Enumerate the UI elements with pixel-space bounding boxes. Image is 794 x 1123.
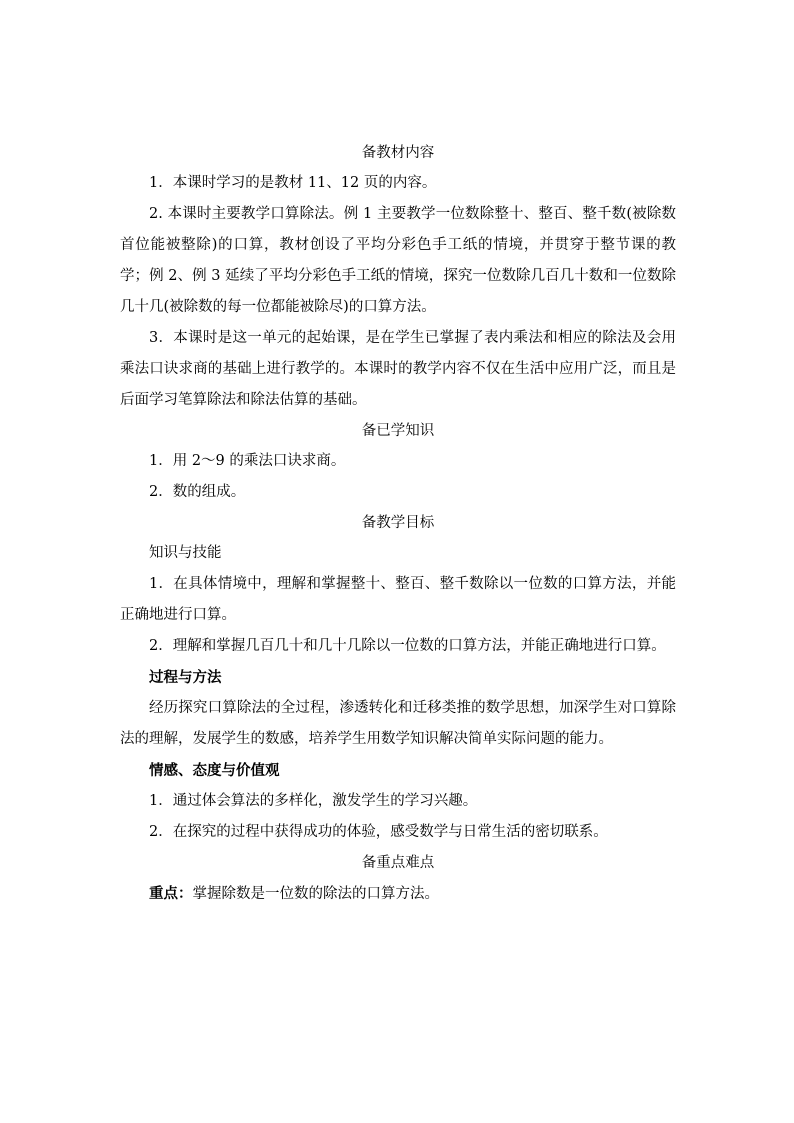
prior-item-1: 1．用 2～9 的乘法口诀求商。	[149, 453, 346, 469]
keypoints-focus-line	[120, 878, 676, 910]
section-title-prior: 备已学知识	[361, 423, 435, 439]
goals-attitude-item-2: 2．在探究的过程中获得成功的体验，感受数学与日常生活的密切联系。	[149, 824, 608, 840]
section-title-materials: 备教材内容	[361, 145, 435, 161]
materials-item-1: 1．本课时学习的是教材 11、12 页的内容。	[149, 175, 437, 191]
section-title-goals: 备教学目标	[361, 515, 435, 531]
materials-item-2: 2. 本课时主要教学口算除法。例 1 主要教学一位数除整十、整百、整千数(被除数首位能被整除)的口算，教材创设了平均分彩色手工纸的情境，并贯穿于整节课的教学；例 2、例 3 延续了平均分彩色手工纸的情境，探究一位数除几百几十数和一位数除几十几(被除数的每一位都能被除尽)的口算方法。	[120, 206, 676, 315]
materials-item-3: 3．本课时是这一单元的起始课，是在学生已掌握了表内乘法和相应的除法及会用乘法口诀求商的基础上进行教学的。本课时的教学内容不仅在生活中应用广泛，而且是后面学习笔算除法和除法估算的基础。	[120, 330, 676, 408]
goals-knowledge-item-2: 2．理解和掌握几百几十和几十几除以一位数的口算方法，并能正确地进行口算。	[149, 638, 666, 654]
keypoints-focus-label: 重点：	[149, 885, 193, 902]
goals-attitude-item-1: 1．通过体会算法的多样化，激发学生的学习兴趣。	[149, 793, 478, 809]
keypoints-focus-text: 掌握除数是一位数的除法的口算方法。	[192, 886, 439, 902]
goals-attitude-label: 情感、态度与价值观	[149, 762, 280, 779]
goals-process-text: 经历探究口算除法的全过程，渗透转化和迁移类推的数学思想，加深学生对口算除法的理解，发展学生的数感，培养学生用数学知识解决简单实际问题的能力。	[120, 700, 676, 747]
prior-item-2: 2．数的组成。	[149, 484, 246, 500]
goals-knowledge-label: 知识与技能	[149, 545, 222, 561]
document-page	[120, 138, 676, 910]
section-title-keypoints: 备重点难点	[361, 855, 435, 871]
goals-process-label: 过程与方法	[149, 669, 222, 686]
goals-knowledge-item-1: 1．在具体情境中，理解和掌握整十、整百、整千数除以一位数的口算方法，并能正确地进行口算。	[120, 576, 676, 623]
